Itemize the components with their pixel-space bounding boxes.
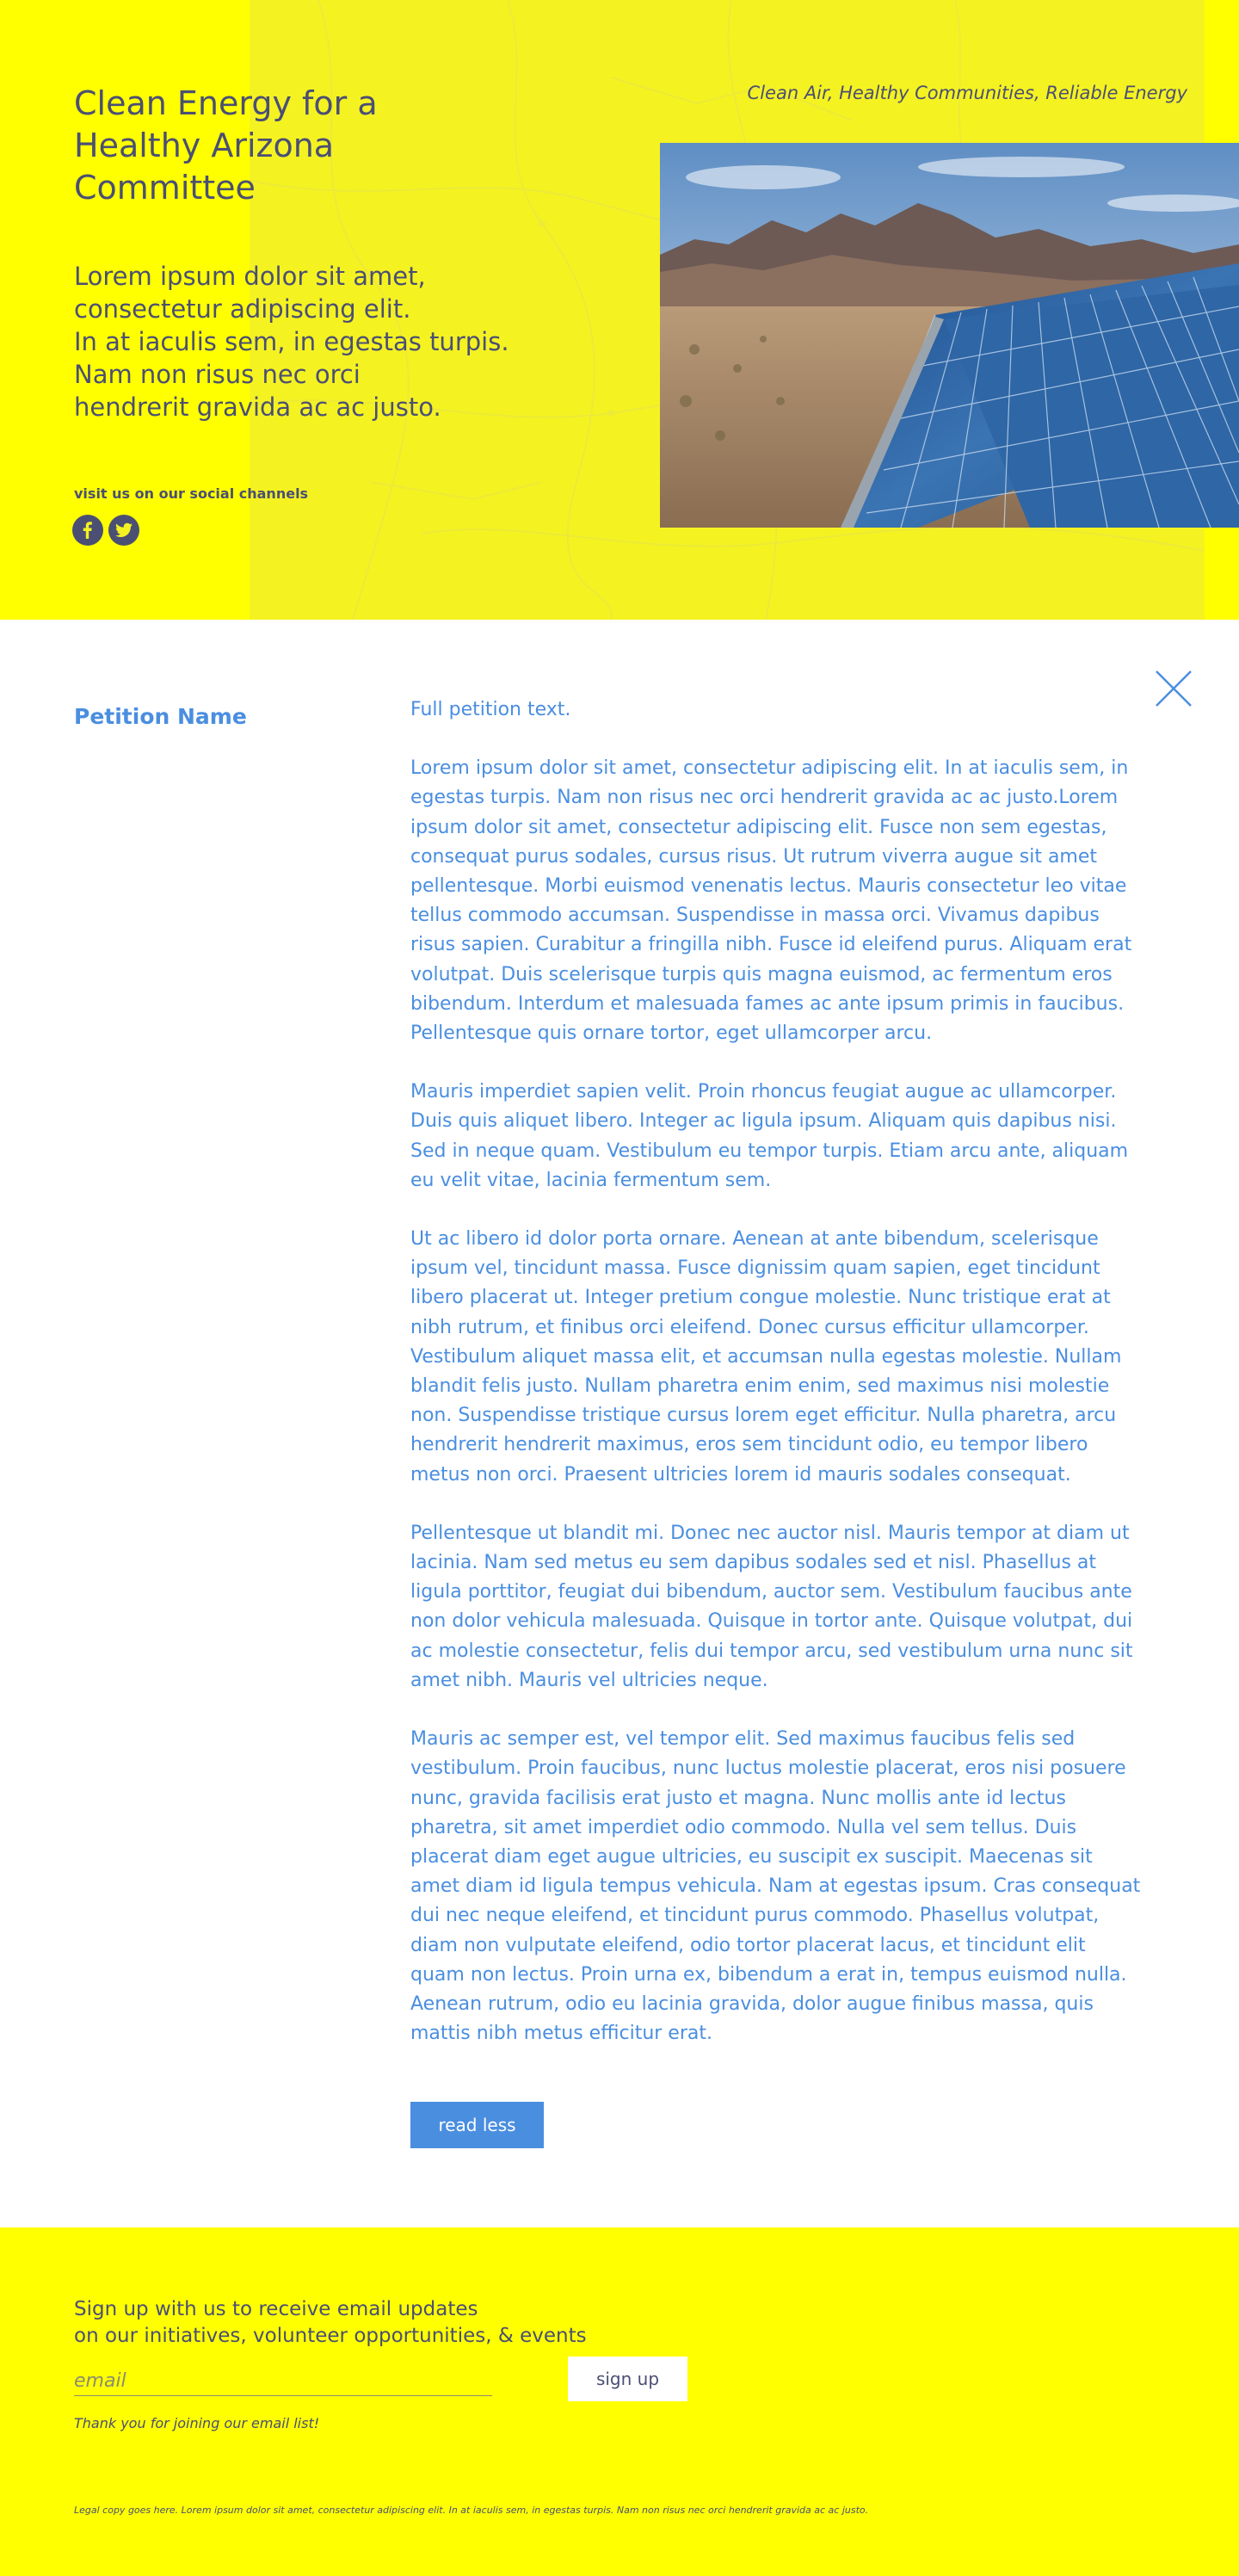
signup-confirmation: Thank you for joining our email list! (74, 2415, 320, 2431)
legal-copy: Legal copy goes here. Lorem ipsum dolor sit amet, consectetur adipiscing elit. In at iaculis sem, in egestas turpis. Nam non risus nec orci hendrerit gravida ac ac justo. (74, 2505, 869, 2516)
hero-intro-line: consectetur adipiscing elit. (74, 294, 411, 324)
read-less-button[interactable]: read less (410, 2102, 544, 2148)
petition-lead: Full petition text. (410, 699, 571, 720)
hero-intro-text (74, 260, 556, 423)
footer-signup-section (0, 2227, 1239, 2576)
committee-title: Clean Energy for a Healthy Arizona Committee (74, 84, 378, 207)
petition-paragraph: Mauris ac semper est, vel tempor elit. Sed maximus faucibus felis sed vestibulum. Proin faucibus, nunc luctus molestie placerat, eros nisi posuere nunc, gravida facilisis erat justo et magna. Nunc mollis ante id lectus pharetra, sit amet imperdiet odio commodo. Nulla vel sem tellus. Duis placerat diam eget augue ultricies, eu suscipit ex suscipit. Maecenas sit amet diam id ligula tempus vehicula. Nam at egestas ipsum. Cras consequat dui nec neque eleifend, et tincidunt purus commodo. Phasellus volutpat, diam non vulputate eleifend, odio tortor placerat lacus, et tincidunt elit quam non lectus. Proin urna ex, bibendum a erat in, tempus euismod nulla. Aenean rutrum, odio eu lacinia gravida, dolor augue finibus massa, quis mattis nibh metus efficitur erat. (410, 1728, 1141, 2045)
signup-heading (74, 2296, 587, 2350)
petition-paragraph: Ut ac libero id dolor porta ornare. Aenean at ante bibendum, scelerisque ipsum vel, tincidunt massa. Fusce dignissim quam sapien, eget tincidunt libero placerat ut. Integer pretium congue molestie. Nunc tristique erat at nibh rutrum, et finibus orci eleifend. Donec cursus efficitur ullamcorper. Vestibulum aliquet massa elit, et accumsan nulla egestas molestie. Nullam blandit felis justo. Nullam pharetra enim enim, sed maximus nisi molestie non. Suspendisse tristique cursus lorem eget efficitur. Nulla pharetra, arcu hendrerit hendrerit maximus, eros sem tincidunt odio, eu tempor libero metus non orci. Praesent ultricies lorem id mauris sodales consequat. (410, 1228, 1122, 1486)
email-input[interactable] (74, 2367, 492, 2396)
facebook-icon[interactable] (72, 515, 103, 546)
social-links (72, 515, 139, 546)
hero-intro-line: Lorem ipsum dolor sit amet, (74, 262, 426, 291)
signup-heading-line: on our initiatives, volunteer opportunities, & events (74, 2325, 587, 2347)
petition-full-text (410, 695, 1142, 2078)
petition-name: Petition Name (74, 704, 247, 729)
signup-heading-line: Sign up with us to receive email updates (74, 2298, 478, 2320)
petition-section (0, 620, 1239, 2227)
solar-farm-photo (660, 143, 1239, 528)
hero-intro-line: Nam non risus nec orci (74, 360, 361, 389)
tagline: Clean Air, Healthy Communities, Reliable Energy (747, 83, 1187, 103)
petition-paragraph: Mauris imperdiet sapien velit. Proin rhoncus feugiat augue ac ullamcorper. Duis quis aliquet libero. Integer ac ligula ipsum. Aliquam quis dapibus nisi. Sed in neque quam. Vestibulum eu tempor turpis. Etiam arcu ante, aliquam eu velit vitae, lacinia fermentum sem. (410, 1081, 1129, 1191)
hero-section (0, 0, 1239, 620)
sign-up-button[interactable]: sign up (568, 2357, 687, 2401)
hero-intro-line: hendrerit gravida ac ac justo. (74, 392, 441, 422)
hero-intro-line: In at iaculis sem, in egestas turpis. (74, 327, 509, 356)
social-label: visit us on our social channels (74, 485, 309, 502)
petition-paragraph: Lorem ipsum dolor sit amet, consectetur adipiscing elit. In at iaculis sem, in egestas turpis. Nam non risus nec orci hendrerit gravida ac ac justo.Lorem ipsum dolor sit amet, consectetur adipiscing elit. Fusce non sem egestas, consequat purus sodales, cursus risus. Ut rutrum viverra augue sit amet pellentesque. Morbi euismod venenatis lectus. Mauris consectetur leo vitae tellus commodo accumsan. Suspendisse in massa orci. Vivamus dapibus risus sapien. Curabitur a fringilla nibh. Fusce id eleifend purus. Aliquam erat volutpat. Duis scelerisque turpis quis magna euismod, ac fermentum eros bibendum. Interdum et malesuada fames ac ante ipsum primis in faucibus. Pellentesque quis ornare tortor, eget ullamcorper arcu. (410, 757, 1132, 1045)
twitter-icon[interactable] (108, 515, 139, 546)
petition-paragraph: Pellentesque ut blandit mi. Donec nec auctor nisl. Mauris tempor at diam ut lacinia. Nam sed metus eu sem dapibus sodales sed et nisl. Phasellus at ligula porttitor, feugiat dui bibendum, auctor sem. Vestibulum faucibus ante non dolor vehicula malesuada. Quisque in tortor ante. Quisque volutpat, dui ac molestie consectetur, felis dui tempor arcu, sed vestibulum urna nunc sit amet nibh. Mauris vel ultricies neque. (410, 1522, 1133, 1691)
close-icon[interactable] (1155, 670, 1193, 707)
